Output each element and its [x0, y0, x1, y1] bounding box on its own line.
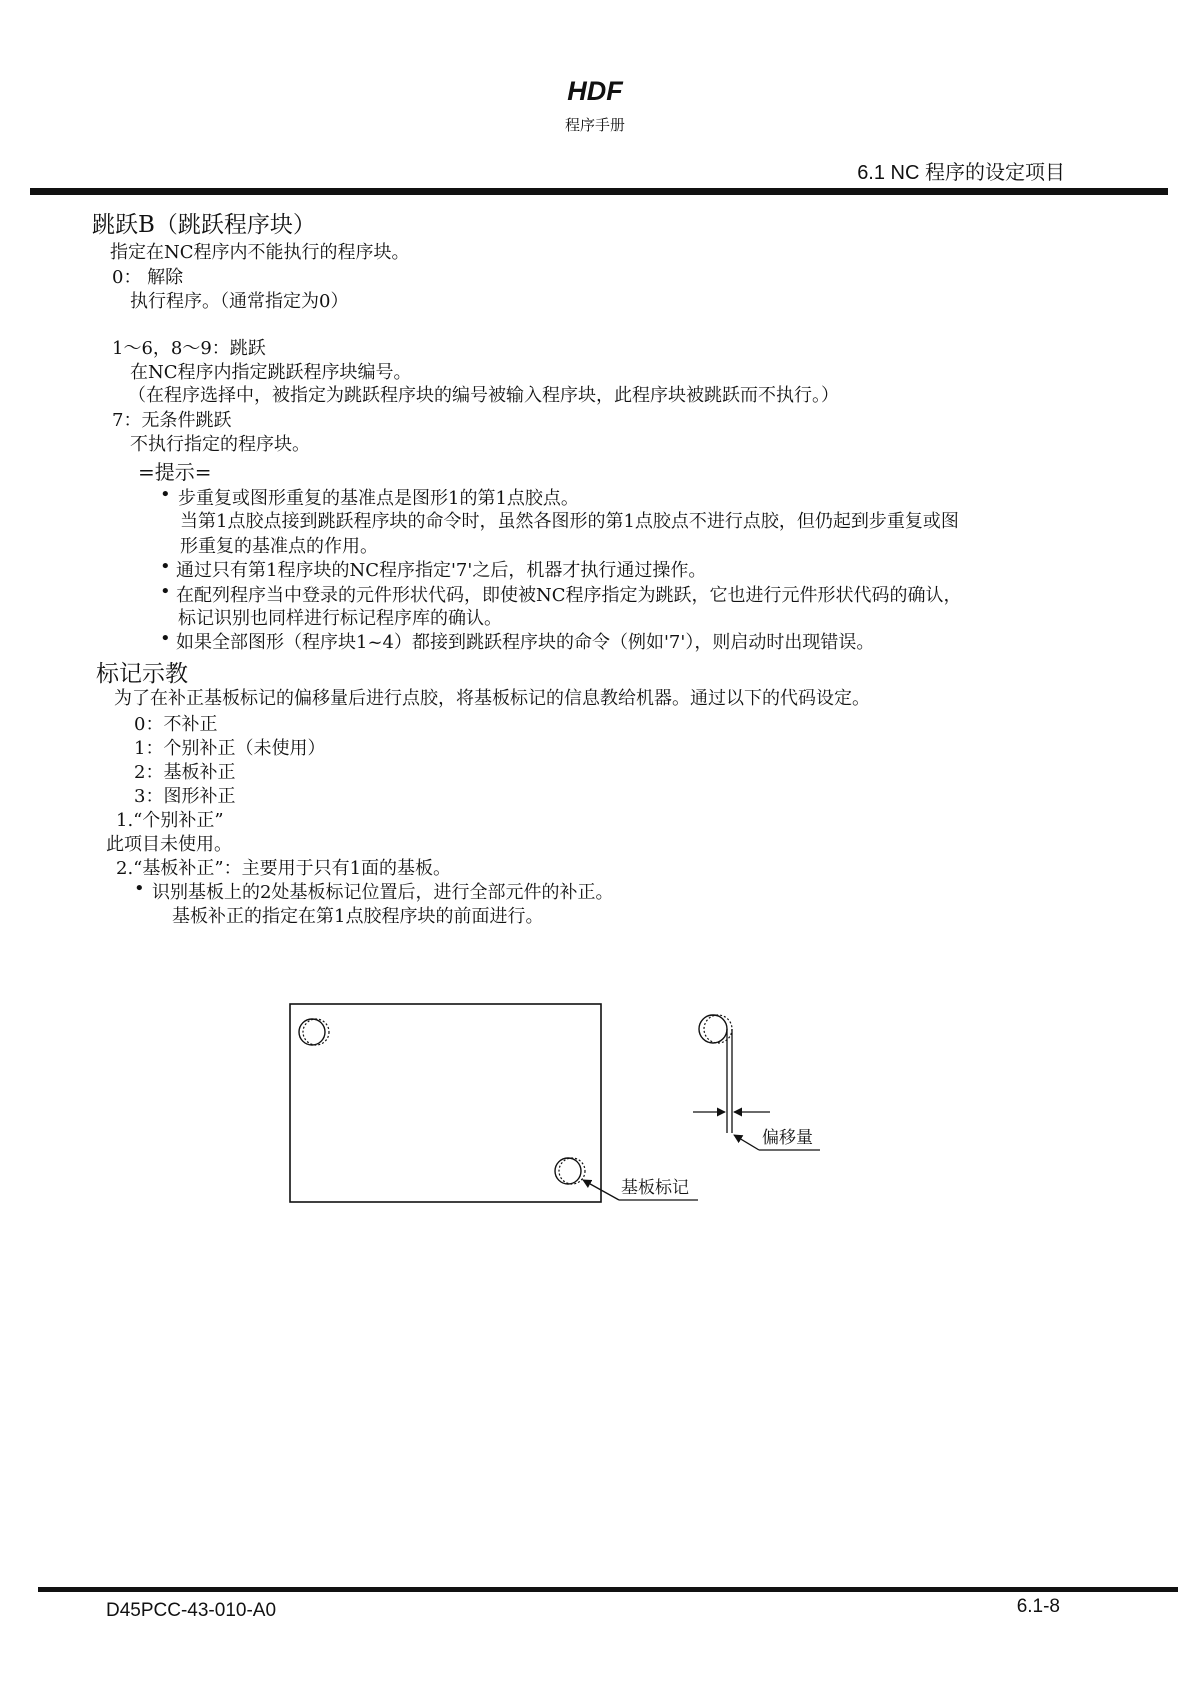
mark-description: 为了在补正基板标记的偏移量后进行点胶，将基板标记的信息教给机器。通过以下的代码设定。: [114, 688, 870, 709]
skip-option-1-9: 1～6，8～9：跳跃: [112, 338, 266, 359]
skip-option-1-9-note: （在程序选择中，被指定为跳跃程序块的编号被输入程序块，此程序块被跳跃而不执行。）: [128, 385, 839, 406]
offset-leader: [734, 1135, 759, 1150]
manual-subtitle: 程序手册: [564, 116, 625, 134]
hint-1-line-2: 当第1点胶点接到跳跃程序块的命令时，虽然各图形的第1点胶点不进行点胶，但仍起到步重复或图: [180, 511, 959, 532]
mark-item-1-desc: 此项目未使用。: [106, 834, 232, 855]
mark-code-2: 2：基板补正: [134, 762, 236, 783]
skip-description: 指定在NC程序内不能执行的程序块。: [110, 242, 410, 263]
skip-option-7-desc: 不执行指定的程序块。: [130, 434, 310, 455]
hint-1-line-1: 步重复或图形重复的基准点是图形1的第1点胶点。: [178, 488, 579, 509]
document-number: D45PCC-43-010-A0: [106, 1600, 277, 1621]
brand-title: HDF: [567, 76, 623, 106]
mark-item-2-title: 2.“基板补正”：主要用于只有1面的基板。: [116, 858, 452, 879]
hint-4: 如果全部图形（程序块1~4）都接到跳跃程序块的命令（例如'7'），则启动时出现错误。: [176, 632, 875, 653]
skip-option-1-9-desc: 在NC程序内指定跳跃程序块编号。: [130, 362, 412, 383]
footer-rule: [38, 1587, 1178, 1592]
skip-option-0-desc: 执行程序。（通常指定为0）: [130, 291, 349, 312]
mark-item-2-bullet: 识别基板上的2处基板标记位置后，进行全部元件的补正。: [152, 882, 614, 903]
section-title: 6.1 NC 程序的设定项目: [857, 162, 1065, 184]
mark-code-3: 3：图形补正: [134, 786, 236, 807]
mark-item-1-title: 1.“个别补正”: [116, 810, 224, 831]
mark-code-0: 0：不补正: [134, 714, 218, 735]
board-outline: [290, 1004, 601, 1202]
skip-heading: 跳跃B（跳跃程序块）: [92, 212, 316, 238]
hint-2: 通过只有第1程序块的NC程序指定'7'之后，机器才执行通过操作。: [176, 560, 707, 581]
offset-mark-shifted: [704, 1015, 732, 1043]
offset-label: 偏移量: [762, 1128, 813, 1148]
hint-3-line-2: 标记识别也同样进行标记程序库的确认。: [178, 608, 502, 629]
mark-heading: 标记示教: [96, 661, 188, 687]
hint-3-line-1: 在配列程序当中登录的元件形状代码，即使被NC程序指定为跳跃，它也进行元件形状代码的确认，: [176, 585, 962, 606]
page-number: 6.1-8: [1016, 1596, 1060, 1617]
board-mark-label: 基板标记: [621, 1178, 689, 1198]
hint-1-line-3: 形重复的基准点的作用。: [180, 536, 378, 557]
offset-mark-actual: [699, 1015, 727, 1043]
hint-bullet-3-dot: •: [160, 581, 171, 602]
skip-option-0: 0： 解除: [112, 267, 184, 288]
hint-bullet-1-dot: •: [160, 484, 171, 505]
mark-item-2-line-2: 基板补正的指定在第1点胶程序块的前面进行。: [172, 906, 544, 927]
hint-heading: =提示=: [138, 460, 212, 484]
hint-bullet-2-dot: •: [160, 556, 171, 577]
skip-option-7: 7：无条件跳跃: [112, 410, 232, 431]
mark-code-1: 1：个别补正（未使用）: [134, 738, 326, 759]
hint-bullet-4-dot: •: [160, 628, 171, 649]
mark-item-2-bullet-dot: •: [134, 878, 145, 899]
